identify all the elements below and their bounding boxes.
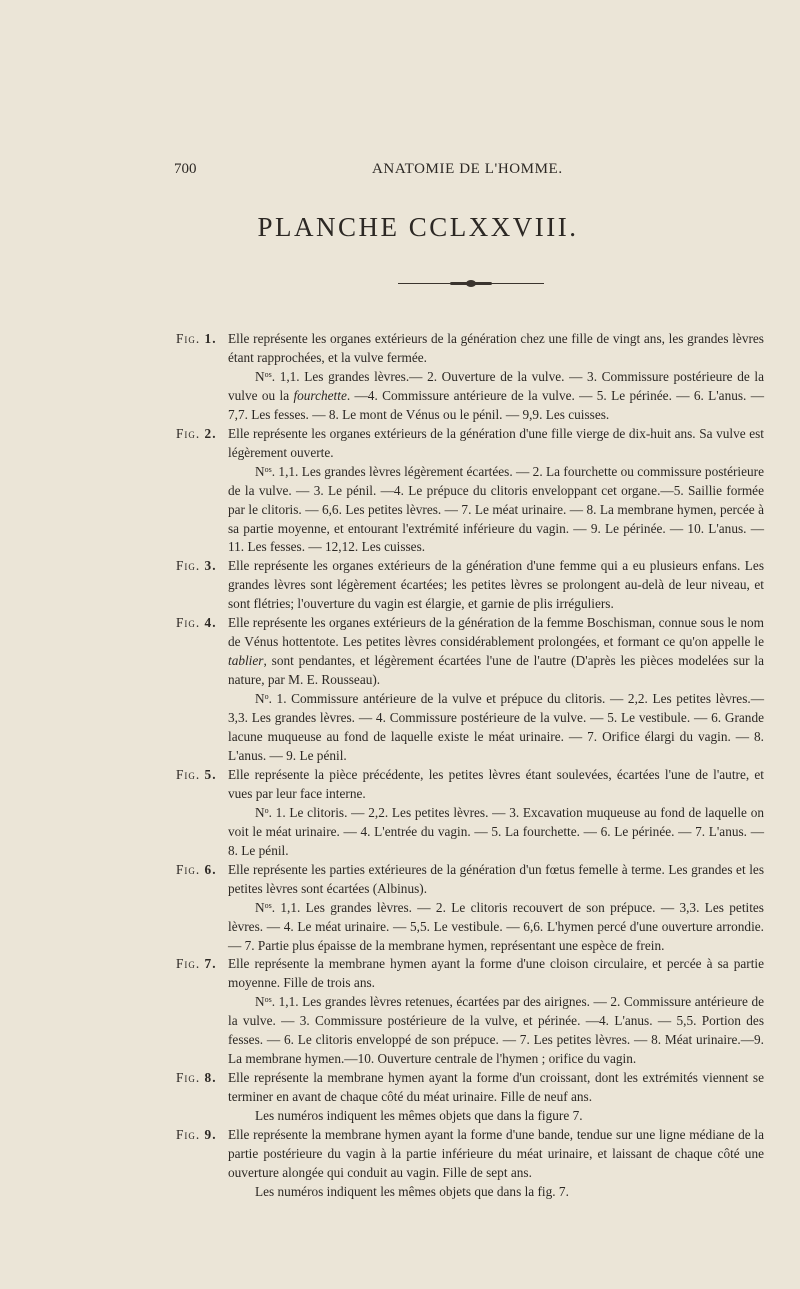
figure-3 xyxy=(176,557,764,614)
figure-legend: $N^{os}$. 1,1. Les grandes lèvres.— 2. Ouverture de la vulve. — 3. Commissure postérieure de la vulve ou la fourchette. —4. Commissure antérieure de la vulve. — 5. Le périnée. — 6. L'anus. — 7,7. Les fesses. — 8. Le mont de Vénus ou le pénil. — 9,9. Les cuisses. xyxy=(228,368,764,422)
figure-2 xyxy=(176,425,764,558)
plate-title: PLANCHE CCLXXVIII. xyxy=(257,212,579,242)
figure-label: Fig. 3. xyxy=(176,558,217,574)
figure-description: Elle représente la membrane hymen ayant la forme d'une bande, tendue sur une ligne médiane de la partie postérieure du vagin à la partie inférieure du méat urinaire, et laissant de chaque côté une ouverture alongée qui conduit au vagin. Fille de sept ans. xyxy=(228,1127,764,1180)
figure-7 xyxy=(176,955,764,1069)
figure-description: Elle représente les organes extérieurs de la génération chez une fille de vingt ans, les grandes lèvres étant rapprochées, et la vulve fermée. xyxy=(228,331,764,365)
figure-label: Fig. 2. xyxy=(176,425,217,441)
figure-9 xyxy=(176,1126,764,1202)
figure-8 xyxy=(176,1069,764,1126)
figure-legend: $N^{os}$. 1,1. Les grandes lèvres légèrement écartées. — 2. La fourchette ou commissure postérieure de la vulve. — 3. Le pénil. —4. Le prépuce du clitoris enveloppant cet organe.—5. Saillie formée par le clitoris. — 6,6. Les petites lèvres. — 7. Le méat urinaire. — 8. La membrane hymen, percée à sa partie moyenne, et entourant l'extrémité inférieure du vagin. — 9. Le périnée. — 10. L'anus. — 11. Les fesses. — 12,12. Les cuisses. xyxy=(228,463,764,555)
figure-descriptions xyxy=(176,330,764,1202)
figure-legend: $N^o$. 1. Commissure antérieure de la vulve et prépuce du clitoris. — 2,2. Les petites lèvres.— 3,3. Les grandes lèvres. — 4. Commissure postérieure de la vulve. — 5. Le vestibule. — 6. Grande lacune muqueuse au fond de laquelle existe le méat urinaire. — 7. Orifice élargi du vagin. — 8. L'anus. — 9. Le pénil. xyxy=(228,691,764,763)
figure-label: Fig. 4. xyxy=(176,615,217,631)
figure-label: Fig. 8. xyxy=(176,1070,217,1086)
figure-label: Fig. 5. xyxy=(176,766,217,782)
figure-4 xyxy=(176,614,764,766)
figure-description: Elle représente les parties extérieures de la génération d'un fœtus femelle à terme. Les grandes et les petites lèvres sont écartées (Albinus). xyxy=(228,861,764,896)
page-number: 700 xyxy=(174,161,197,177)
figure-description: Elle représente les organes extérieurs de la génération d'une fille vierge de dix-huit ans. Sa vulve est légèrement ouverte. xyxy=(228,425,764,460)
running-head: ANATOMIE DE L'HOMME. xyxy=(372,161,563,177)
figure-description: Elle représente la membrane hymen ayant la forme d'une cloison circulaire, et percée à sa partie moyenne. Fille de trois ans. xyxy=(228,956,764,991)
figure-legend: $N^{os}$. 1,1. Les grandes lèvres retenues, écartées par des airignes. — 2. Commissure antérieure de la vulve. — 3. Commissure postérieure de la vulve, et périnée. —4. L'anus. — 5,5. Portion des fesses. — 6. Le clitoris enveloppé de son prépuce. — 7. Les petites lèvres. — 8. Méat urinaire.—9. La membrane hymen.—10. Ouverture centrale de l'hymen ; orifice du vagin. xyxy=(228,994,764,1067)
figure-6 xyxy=(176,861,764,956)
figure-description: Elle représente la pièce précédente, les petites lèvres étant soulevées, écartées l'une de l'autre, et vues par leur face interne. xyxy=(228,766,764,801)
figure-description: Elle représente les organes extérieurs de la génération de la femme Boschisman, connue sous le nom de Vénus hottentote. Les petites lèvres considérablement prolongées, et formant ce qu'on appelle le tablier, sont pendantes, et légèrement écartées l'une de l'autre (D'après les pièces modelées sur la nature, par M. E. Rousseau). xyxy=(228,615,764,688)
figure-label: Fig. 1. xyxy=(176,331,217,346)
figure-note: Les numéros indiquent les mêmes objets que dans la fig. 7. xyxy=(255,1183,569,1199)
figure-note: Les numéros indiquent les mêmes objets que dans la figure 7. xyxy=(255,1108,583,1124)
figure-description: Elle représente la membrane hymen ayant la forme d'un croissant, dont les extrémités viennent se terminer en avant de chaque côté du méat urinaire. Fille de neuf ans. xyxy=(228,1070,764,1105)
figure-legend: $N^o$. 1. Le clitoris. — 2,2. Les petites lèvres. — 3. Excavation muqueuse au fond de laquelle on voit le méat urinaire. — 4. L'entrée du vagin. — 5. La fourchette. — 6. Le périnée. — 7. L'anus. — 8. Le pénil. xyxy=(228,804,764,858)
figure-5 xyxy=(176,766,764,861)
figure-1 xyxy=(176,330,764,425)
figure-label: Fig. 9. xyxy=(176,1127,217,1143)
figure-label: Fig. 7. xyxy=(176,956,217,972)
figure-label: Fig. 6. xyxy=(176,861,217,877)
figure-legend: $N^{os}$. 1,1. Les grandes lèvres. — 2. Le clitoris recouvert de son prépuce. — 3,3. Les petites lèvres. — 4. Le méat urinaire. — 5,5. Le vestibule. — 6,6. L'hymen percé d'une ouverture arrondie. — 7. Partie plus épaisse de la membrane hymen, représentant une espèce de frein. xyxy=(228,899,764,953)
figure-description: Elle représente les organes extérieurs de la génération d'une femme qui a eu plusieurs enfans. Les grandes lèvres sont légèrement écartées; les petites lèvres se prolongent au-delà de leur niveau, et sont flétries; l'ouverture du vagin est élargie, et garnie de plis irréguliers. xyxy=(228,558,764,612)
